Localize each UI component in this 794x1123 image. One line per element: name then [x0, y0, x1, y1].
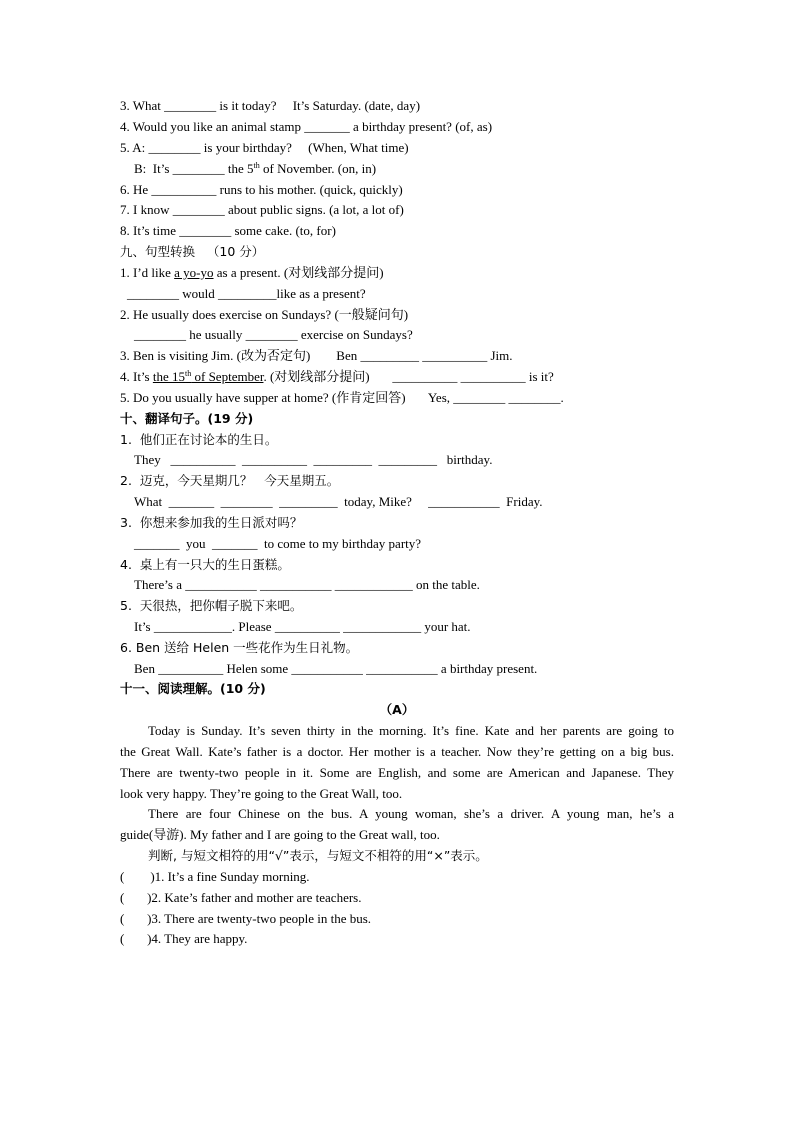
exercise-line: 3. 你想来参加我的生日派对吗？	[120, 515, 303, 530]
passage-line: the Great Wall. Kate’s father is a doctor. Her mother is a teacher. Now they’re getting on a big bus.	[120, 744, 674, 759]
exercise-line: 5. Do you usually have supper at home? (作肯定回答) Yes, ________ ________.	[120, 390, 564, 405]
passage-title: （A）	[379, 702, 415, 717]
passage-line: There are four Chinese on the bus. A young woman, she’s a driver. A young man, he’s a	[148, 806, 674, 821]
instruction-line: 判断, 与短文相符的用“√”表示，与短文不相符的用“×”表示。	[148, 848, 488, 863]
exercise-line: There’s a ___________ ___________ ____________ on the table.	[134, 577, 480, 592]
superscript: th	[253, 161, 260, 170]
exercise-line: 8. It’s time ________ some cake. (to, for)	[120, 223, 336, 238]
exercise-line: ________ he usually ________ exercise on Sundays?	[134, 327, 413, 342]
exercise-line: 6. Ben 送给 Helen 一些花作为生日礼物。	[120, 640, 359, 655]
exercise-line: It’s ____________. Please __________ ____________ your hat.	[134, 619, 471, 634]
exercise-line: _______ you _______ to come to my birthday party?	[134, 536, 422, 551]
underlined-text: a yo-yo	[174, 265, 214, 280]
exercise-line: 2. 迈克，今天星期几？ 今天星期五。	[120, 473, 340, 488]
exercise-line: ________ would _________like as a present?	[127, 286, 366, 301]
exercise-line: They __________ __________ _________ _________ birthday.	[134, 452, 493, 467]
exercise-line: 2. He usually does exercise on Sundays? (一般疑问句)	[120, 307, 409, 322]
judgement-item: ( )4. They are happy.	[120, 931, 248, 946]
exercise-line: 4. Would you like an animal stamp _______ a birthday present? (of, as)	[120, 119, 493, 134]
exercise-line: 5. A: ________ is your birthday? (When, What time)	[120, 140, 409, 155]
section-heading: 九、句型转换 （10 分）	[120, 244, 265, 259]
judgement-item: ( )1. It’s a fine Sunday morning.	[120, 869, 310, 884]
exercise-line: 1. 他们正在讨论本的生日。	[120, 432, 278, 447]
exercise-line: 5. 天很热，把你帽子脱下来吧。	[120, 598, 303, 613]
judgement-item: ( )3. There are twenty-two people in the bus.	[120, 911, 372, 926]
exercise-line: Ben __________ Helen some ___________ ___________ a birthday present.	[134, 661, 538, 676]
passage-line: look very happy. They’re going to the Great Wall, too.	[120, 786, 403, 801]
judgement-item: ( )2. Kate’s father and mother are teachers.	[120, 890, 362, 905]
exercise-line: 7. I know ________ about public signs. (a lot, a lot of)	[120, 202, 404, 217]
exercise-line: 4. 桌上有一只大的生日蛋糕。	[120, 557, 290, 572]
exercise-line: 1. I’d like a yo-yo as a present. (对划线部分提问)	[120, 265, 384, 280]
underlined-text: the 15th of September	[152, 369, 264, 384]
passage-line: guide(导游). My father and I are going to the Great wall, too.	[120, 827, 440, 842]
exercise-line: 3. What ________ is it today? It’s Saturday. (date, day)	[120, 98, 421, 113]
exercise-line: 3. Ben is visiting Jim. (改为否定句) Ben _________ __________ Jim.	[120, 348, 513, 363]
exercise-line: What _______ ________ _________ today, Mike? ___________ Friday.	[134, 494, 543, 509]
passage-line: There are twenty-two people in it. Some are English, and some are American and Japanese. They	[120, 765, 674, 780]
exercise-line: B: It’s ________ the 5th of November. (on, in)	[134, 161, 377, 176]
exercise-line: 6. He __________ runs to his mother. (quick, quickly)	[120, 182, 403, 197]
section-heading: 十、翻译句子。(19 分)	[120, 411, 254, 426]
exercise-line: 4. It’s the 15th of September. (对划线部分提问) __________ __________ is it?	[120, 369, 554, 384]
passage-line: Today is Sunday. It’s seven thirty in the morning. It’s fine. Kate and her parents are going to	[148, 723, 674, 738]
section-heading: 十一、阅读理解。(10 分)	[120, 681, 266, 696]
